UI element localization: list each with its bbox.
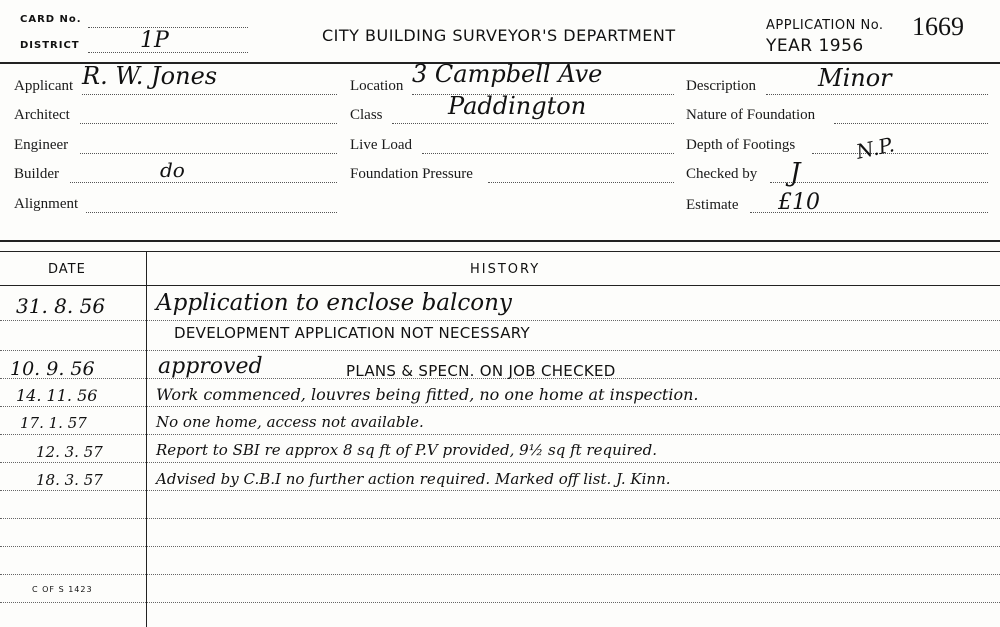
- row-line: [0, 574, 1000, 575]
- class-value: Paddington: [448, 92, 587, 120]
- description-value: Minor: [818, 64, 892, 92]
- builder-dots: [70, 182, 337, 183]
- engineer-dots: [80, 153, 337, 154]
- nature-of-foundation-dots: [834, 123, 988, 124]
- row-line: [0, 462, 1000, 463]
- depth-of-footings-label: Depth of Footings: [686, 137, 796, 153]
- applicant-label: Applicant: [14, 78, 74, 94]
- application-no: 1669: [912, 12, 964, 41]
- history-stamp: PLANS & SPECN. ON JOB CHECKED: [346, 362, 616, 380]
- card-no-label: CARD No.: [20, 14, 82, 25]
- engineer-label: Engineer: [14, 137, 69, 153]
- history-date: 17. 1. 57: [20, 414, 87, 432]
- applicant-value: R. W. Jones: [82, 62, 218, 90]
- history-entry: Report to SBI re approx 8 sq ft of P.V provided, 9½ sq ft required.: [156, 441, 657, 459]
- alignment-label: Alignment: [14, 196, 79, 212]
- class-label: Class: [350, 107, 383, 123]
- history-column-header: HISTORY: [470, 262, 541, 277]
- fields-rule-bottom: [0, 251, 1000, 252]
- history-date: 10. 9. 56: [10, 358, 95, 380]
- description-label: Description: [686, 78, 756, 94]
- alignment-dots: [86, 212, 337, 213]
- row-line: [0, 490, 1000, 491]
- history-entry: Application to enclose balcony: [156, 290, 512, 316]
- location-label: Location: [350, 78, 404, 94]
- applicant-dots: [82, 94, 337, 95]
- live-load-label: Live Load: [350, 137, 413, 153]
- district-label: DISTRICT: [20, 40, 80, 51]
- history-entry: No one home, access not available.: [156, 413, 424, 431]
- department-title: CITY BUILDING SURVEYOR'S DEPARTMENT: [322, 26, 676, 45]
- row-line: [0, 406, 1000, 407]
- history-entry: Advised by C.B.I no further action required. Marked off list. J. Kinn.: [156, 470, 671, 488]
- history-date: 12. 3. 57: [36, 443, 103, 461]
- date-column-divider: [146, 252, 147, 627]
- history-date: 18. 3. 57: [36, 471, 103, 489]
- row-line: [0, 320, 1000, 321]
- application-no-label: APPLICATION No.: [766, 18, 884, 33]
- depth-value: N.P.: [853, 132, 897, 164]
- architect-dots: [80, 123, 337, 124]
- foundation-pressure-label: Foundation Pressure: [350, 166, 473, 182]
- live-load-dots: [422, 153, 674, 154]
- builder-label: Builder: [14, 166, 59, 182]
- description-dots: [766, 94, 988, 95]
- location-value: 3 Campbell Ave: [412, 60, 603, 88]
- depth-of-footings-dots: [812, 153, 988, 154]
- foundation-pressure-dots: [488, 182, 674, 183]
- row-line: [0, 546, 1000, 547]
- year: YEAR 1956: [766, 36, 864, 56]
- checked-by-value: J: [790, 158, 801, 188]
- class-dots: [392, 123, 674, 124]
- history-date: 14. 11. 56: [16, 386, 98, 405]
- fields-rule-top: [0, 240, 1000, 242]
- row-line: [0, 518, 1000, 519]
- checked-by-label: Checked by: [686, 166, 758, 182]
- history-entry: Work commenced, louvres being fitted, no one home at inspection.: [156, 385, 699, 404]
- estimate-value: £10: [778, 190, 820, 215]
- row-line: [0, 434, 1000, 435]
- history-date: 31. 8. 56: [16, 294, 106, 318]
- district-value: 1P: [140, 28, 169, 53]
- builder-value: do: [160, 158, 185, 182]
- architect-label: Architect: [14, 107, 70, 123]
- row-line: [0, 350, 1000, 351]
- estimate-label: Estimate: [686, 197, 739, 213]
- nature-of-foundation-label: Nature of Foundation: [686, 107, 816, 123]
- checked-by-dots: [770, 182, 988, 183]
- table-header-rule: [0, 285, 1000, 286]
- form-code: C OF S 1423: [32, 585, 93, 594]
- history-stamp: DEVELOPMENT APPLICATION NOT NECESSARY: [174, 324, 531, 342]
- history-entry: approved: [158, 354, 263, 379]
- date-column-header: DATE: [48, 262, 86, 277]
- row-line: [0, 602, 1000, 603]
